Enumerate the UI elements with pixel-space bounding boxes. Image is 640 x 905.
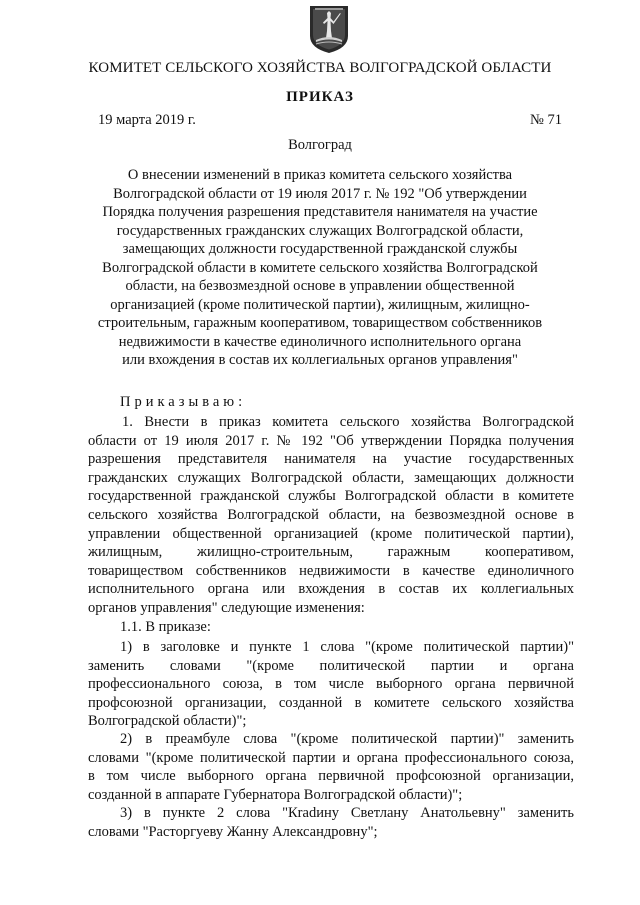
- committee-name: КОМИТЕТ СЕЛЬСКОГО ХОЗЯЙСТВА ВОЛГОГРАДСКОЙ ОБЛАСТИ: [88, 60, 552, 76]
- document-city: Волгоград: [288, 137, 352, 153]
- subject-line: недвижимости в качестве единоличного исполнительного органа: [118, 333, 522, 350]
- paragraph-line: 1.1. В приказе:: [120, 619, 211, 635]
- subject-line: или вхождения в состав их коллегиальных органов управления": [122, 352, 518, 369]
- paragraph-line: заменить словами "(кроме политической партии и органа: [88, 657, 574, 674]
- paragraph-line: Волгоградской области)";: [88, 713, 247, 730]
- paragraph-line: 3) в пункте 2 слова "Кradину Светлану Анатольевну" заменить: [120, 805, 574, 821]
- paragraph-line: 1. Внести в приказ комитета сельского хозяйства Волгоградской: [122, 414, 574, 430]
- paragraph-1-1: [88, 618, 574, 637]
- paragraph-line: 1) в заголовке и пункте 1 слова "(кроме политической партии)": [120, 639, 574, 655]
- subject-line: области, на безвозмездной основе в управлении общественной: [125, 278, 515, 295]
- paragraph-line: сельского хозяйства Волгоградской области, на безвозмездной основе в: [88, 506, 574, 523]
- document-date: 19 марта 2019 г.: [98, 112, 196, 128]
- paragraph-line: профсоюзной организации, созданной в комитете сельского хозяйства: [88, 694, 574, 711]
- paragraph-line: созданной в аппарате Губернатора Волгоградской области)";: [88, 786, 463, 803]
- paragraph-3: [88, 730, 574, 804]
- document-number: № 71: [530, 112, 562, 128]
- subject-line: Волгоградской области от 19 июля 2017 г. № 192 "Об утверждении: [113, 185, 527, 202]
- paragraph-line: жилищным, жилищно-строительным, гаражным кооперативом,: [88, 544, 574, 561]
- subject-line: организацией (кроме политической партии), жилищным, жилищно-: [110, 296, 530, 313]
- volgograd-emblem-icon: [308, 4, 350, 54]
- paragraph-line: словами "Расторгуеву Жанну Александровну";: [88, 823, 378, 840]
- paragraph-1: [88, 413, 574, 618]
- paragraph-line: в том числе выборного органа первичной профсоюзной организации,: [88, 768, 574, 785]
- paragraph-line: гражданских служащих Волгоградской области, замещающих должности: [88, 469, 574, 486]
- paragraph-2: [88, 638, 574, 731]
- paragraph-line: управлении общественной организацией (кроме политической партии),: [88, 525, 574, 542]
- document-type: ПРИКАЗ: [286, 89, 354, 105]
- paragraph-line: 2) в преамбуле слова "(кроме политической партии)" заменить: [120, 731, 574, 747]
- paragraph-line: разрешения представителя нанимателя на участие государственных: [88, 451, 574, 468]
- paragraph-line: области от 19 июля 2017 г. № 192 "Об утверждении Порядка получения: [88, 432, 574, 449]
- order-heading: Приказываю:: [120, 394, 247, 410]
- subject-line: Порядка получения разрешения представителя нанимателя на участие: [102, 204, 538, 221]
- paragraph-line: государственной гражданской службы Волгоградской области в комитете: [88, 488, 574, 505]
- subject-line: строительным, гаражным кооперативом, товариществом собственников: [97, 315, 543, 332]
- paragraph-line: исполнительного органа или вхождения в состав их коллегиальных: [88, 581, 574, 598]
- subject-line: Волгоградской области в комитете сельского хозяйства Волгоградской: [102, 259, 538, 276]
- paragraph-line: органов управления" следующие изменения:: [88, 599, 365, 616]
- subject-line: О внесении изменений в приказ комитета сельского хозяйства: [127, 167, 513, 183]
- paragraph-line: словами "(кроме политической партии и органа профессионального союза,: [88, 749, 574, 766]
- paragraph-4: [88, 804, 574, 841]
- subject-line: замещающих должности государственной гражданской службы: [122, 241, 518, 258]
- document-subject: [90, 166, 550, 370]
- paragraph-line: товариществом собственников недвижимости в качестве единоличного: [88, 562, 574, 579]
- subject-line: государственных гражданских служащих Волгоградской области,: [116, 222, 524, 239]
- paragraph-line: профессионального союза, в том числе выборного органа первичной: [88, 676, 574, 693]
